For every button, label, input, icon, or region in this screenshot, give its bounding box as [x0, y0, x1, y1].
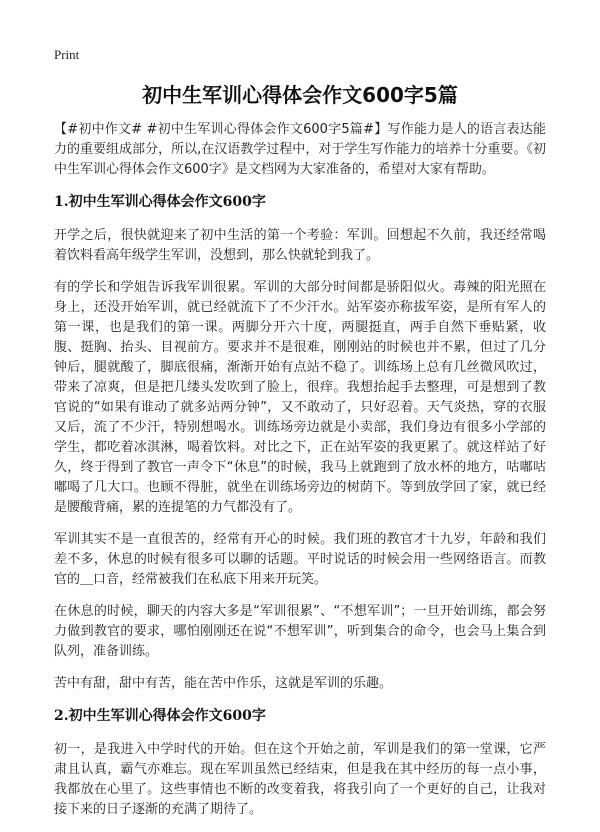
section-1-paragraph-2: 有的学长和学姐告诉我军训很累。军训的大部分时间都是骄阳似火。毒辣的阳光照在身上，还没开始军训，就已经就流下了不少汗水。站军姿亦称拔军姿，是所有军人的第一课，也是我们的第一课。两脚分开六十度，两腿挺直，两手自然下垂贴紧，收腹、挺胸、抬头、目视前方。要求并不是很难，刚刚站的时候也并不累，但过了几分钟后，腿就酸了，脚底很痛，渐渐开始有点站不稳了。训练场上总有几丝微风吹过，带来了凉爽，但是把几缕头发吹到了脸上，很痒。我想抬起手去整理，可是想到了教官说的“如果有谁动了就多站两分钟”，又不敢动了，只好忍着。天气炎热，穿的衣服又后，流了不少汗，特别想喝水。训练场旁边就是小卖部，我们身边有很多小学部的学生，都吃着冰淇淋，喝着饮料。对比之下，正在站军姿的我更累了。就这样站了好久，终于得到了教官一声令下“休息”的时候，我马上就跑到了放水杯的地方，咕嘟咕嘟喝了几大口。也顾不得脏，就坐在训练场旁边的树荫下。等到放学回了家，就已经是腰酸背痛，累的连提笔的力气都没有了。 [54, 280, 546, 515]
document-body [54, 120, 546, 832]
section-1-paragraph-1: 开学之后，很快就迎来了初中生活的第一个考验：军训。回想起不久前，我还经常喝着饮料看高年级学生军训，没想到，那么快就轮到我了。 [54, 228, 546, 263]
section-1-heading: 1.初中生军训心得体会作文600字 [54, 194, 266, 210]
intro-paragraph: 【#初中作文# #初中生军训心得体会作文600字5篇#】写作能力是人的语言表达能力的重要组成部分，所以,在汉语教学过程中，对于学生写作能力的培养十分重要。《初中生军训心得体会作文600字》是文档网为大家准备的，希望对大家有帮助。 [54, 122, 546, 177]
section-2-paragraph-1: 初一，是我进入中学时代的开始。但在这个开始之前，军训是我们的第一堂课，它严肃且认真，霸气亦难忘。现在军训虽然已经结束，但是我在其中经历的每一点小事，我都放在心里了。这些事情也不断的改变着我，将我引向了一个更好的自己，让我对接下来的日子逐渐的充满了期待了。 [54, 742, 546, 817]
section-1-paragraph-3: 军训其实不是一直很苦的，经常有开心的时候。我们班的教官才十九岁，年龄和我们差不多，休息的时候有很多可以聊的话题。平时说话的时候会用一些网络语言。而教官的＿口音，经常被我们在私底下用来开玩笑。 [54, 532, 546, 587]
section-1-paragraph-4: 在休息的时候，聊天的内容大多是“军训很累”、“不想军训”；一旦开始训练，都会努力做到教官的要求，哪怕刚刚还在说“不想军训”，听到集合的命令，也会马上集合到队列，准备训练。 [54, 604, 546, 659]
document-title: 初中生军训心得体会作文600字5篇 [142, 83, 458, 107]
section-1-paragraph-5: 苦中有甜，甜中有苦，能在苦中作乐，这就是军训的乐趣。 [54, 676, 393, 691]
print-label[interactable]: Print [54, 47, 80, 62]
section-2-heading: 2.初中生军训心得体会作文600字 [54, 708, 266, 724]
